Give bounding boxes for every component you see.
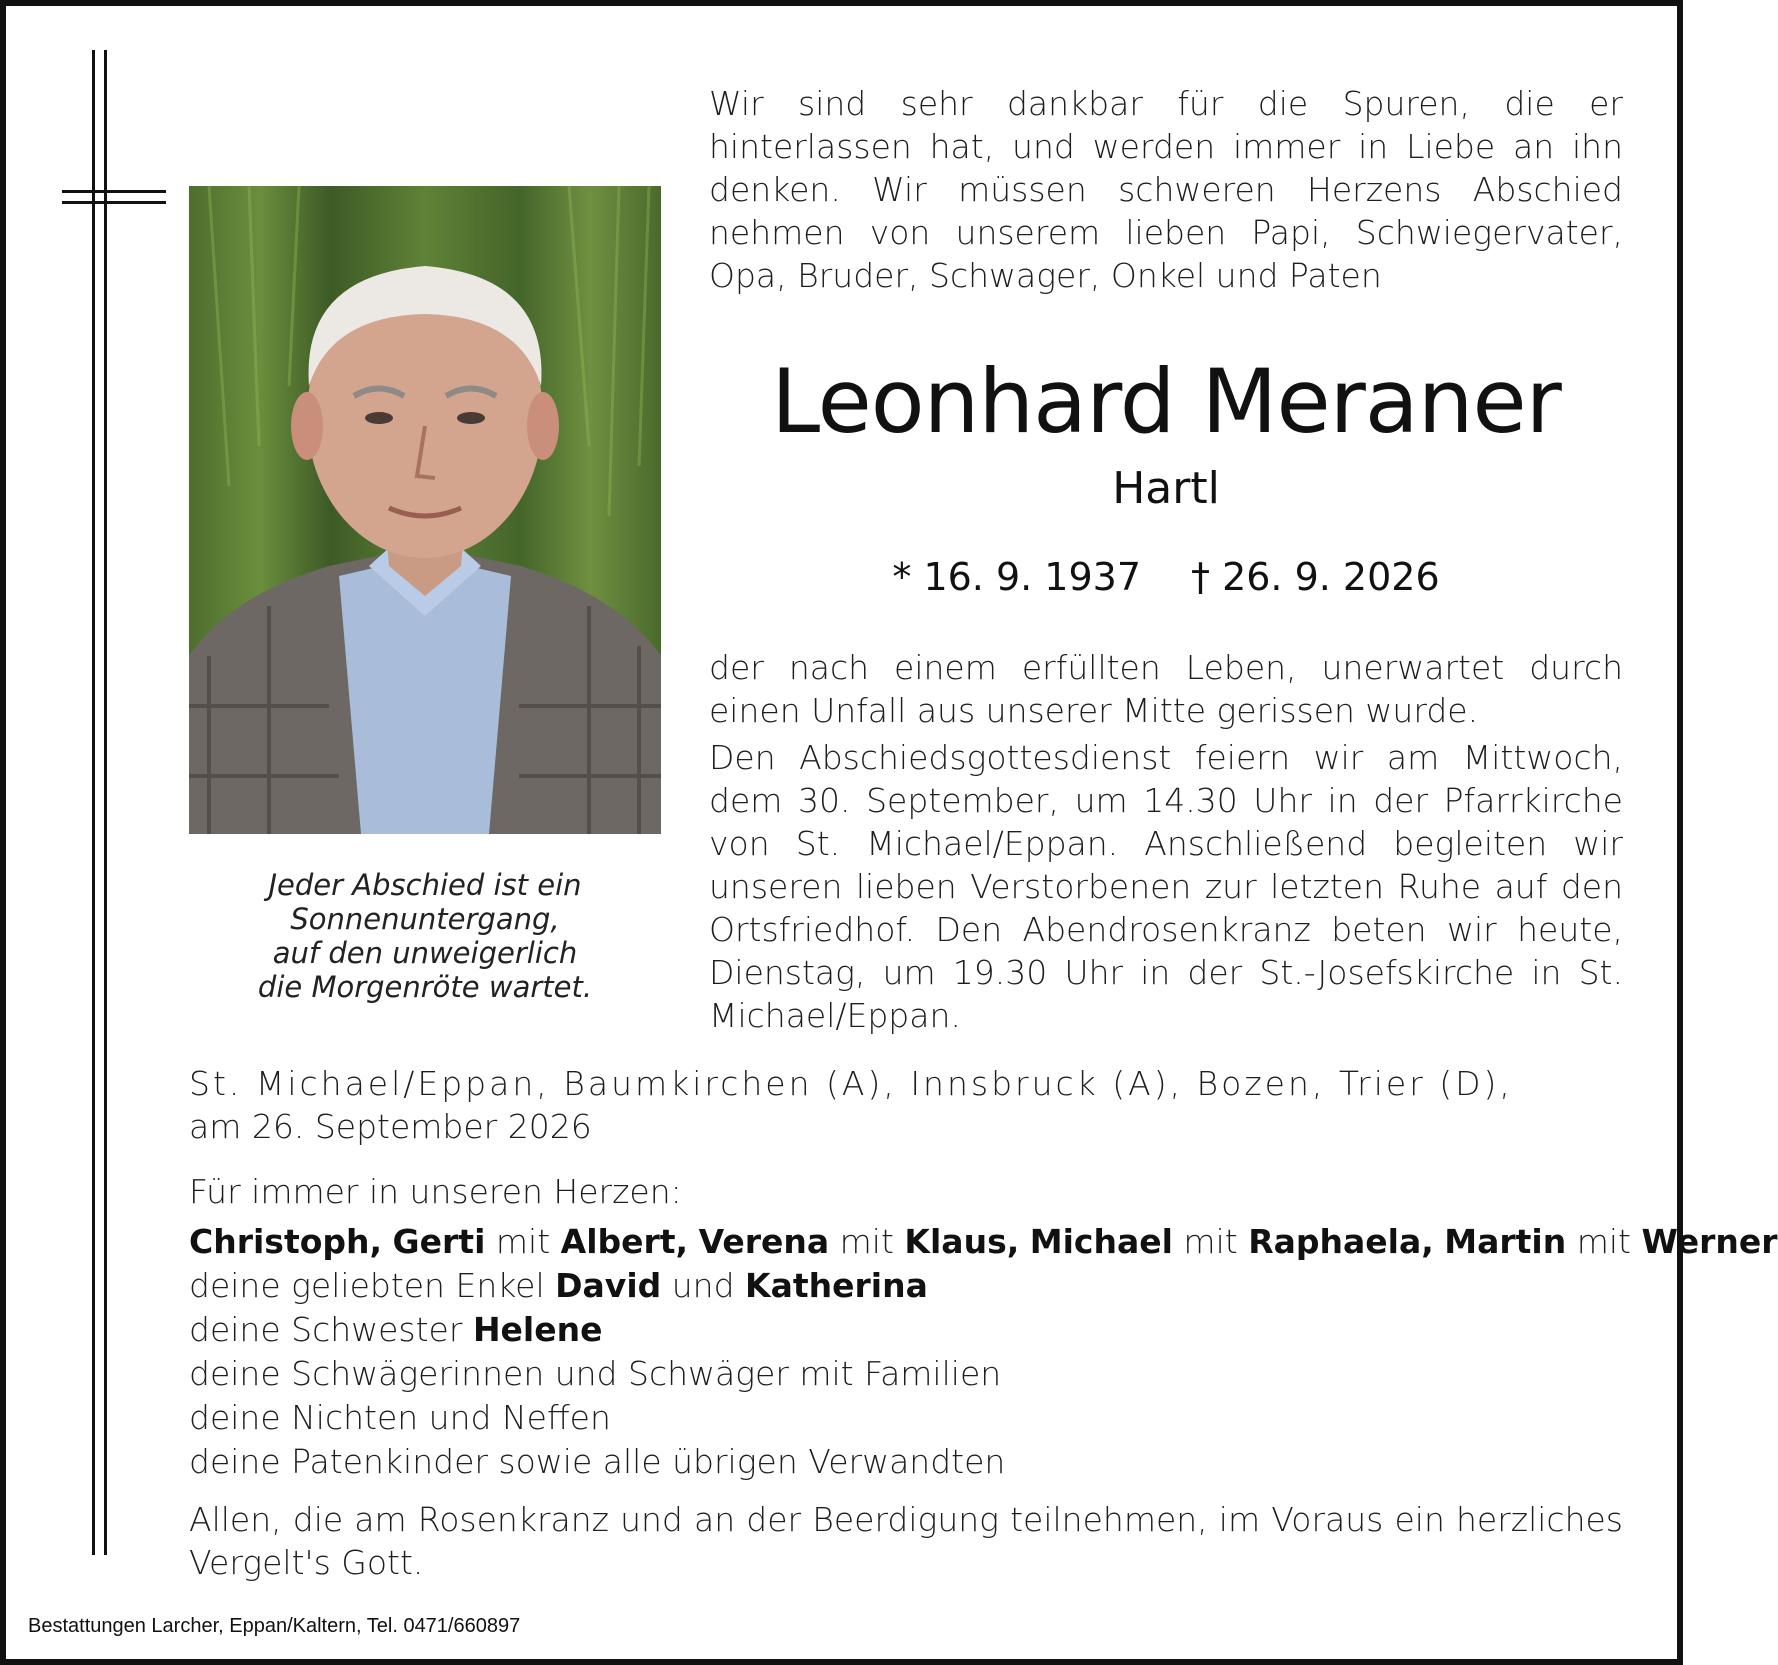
mourners-list — [189, 1170, 1778, 1484]
mourner-name: Christoph, — [189, 1222, 383, 1261]
intro-paragraph: Wir sind sehr dankbar für die Spuren, die er hinterlassen hat, und werden immer in Liebe an ihn denken. Wir müssen schweren Herzens Abschied nehmen von unserem lieben Papi, Schwiegervater, Opa, Bruder, Schwager, Onkel und Paten — [709, 84, 1623, 295]
connector-word: mit — [495, 1222, 551, 1261]
connector-word: und — [671, 1266, 735, 1305]
portrait-photo — [189, 186, 661, 834]
connector-word: mit — [839, 1222, 894, 1261]
closing-thanks: Allen, die am Rosenkranz und an der Beerdigung teilnehmen, im Voraus ein herzliches Vergelt's Gott. — [189, 1500, 1623, 1582]
places-line: St. Michael/Eppan, Baumkirchen (A), Innsbruck (A), Bozen, Trier (D), — [189, 1064, 1513, 1103]
mourner-name: Gerti — [392, 1222, 486, 1261]
cross-horizontal-bar — [62, 190, 166, 193]
mourner-name: Verena — [698, 1222, 830, 1261]
announcement-paragraph: der nach einem erfüllten Leben, unerwartet durch einen Unfall aus unserer Mitte gerissen wurde. — [709, 648, 1623, 730]
quote-line: auf den unweigerlich — [272, 936, 578, 970]
mourner-name: Helene — [472, 1310, 603, 1349]
death-date: † 26. 9. 2026 — [1191, 555, 1440, 599]
godchildren-line: deine Patenkinder sowie alle übrigen Verwandten — [189, 1442, 1006, 1481]
mourner-name: Martin — [1444, 1222, 1567, 1261]
quote-line: Sonnenuntergang, — [290, 902, 560, 936]
mourner-name: Werner — [1641, 1222, 1778, 1261]
mourner-name: Michael — [1029, 1222, 1173, 1261]
connector-word: mit — [1183, 1222, 1238, 1261]
birth-date: * 16. 9. 1937 — [892, 555, 1141, 599]
mourner-name: David — [555, 1266, 662, 1305]
date-line: am 26. September 2026 — [189, 1107, 592, 1146]
mourner-name: Raphaela, — [1248, 1222, 1434, 1261]
portrait-illustration — [189, 186, 661, 834]
life-dates — [709, 554, 1623, 600]
grandchildren-prefix: deine geliebten Enkel — [189, 1266, 545, 1305]
mourner-name: Klaus, — [904, 1222, 1020, 1261]
nieces-line: deine Nichten und Neffen — [189, 1398, 611, 1437]
inlaws-line: deine Schwägerinnen und Schwäger mit Familien — [189, 1354, 1002, 1393]
children-line — [189, 1220, 1778, 1264]
deceased-nickname: Hartl — [1112, 463, 1220, 514]
sister-line — [189, 1308, 1629, 1352]
funeral-home-credit: Bestattungen Larcher, Eppan/Kaltern, Tel. 0471/660897 — [28, 1615, 521, 1637]
cross-horizontal-bar — [62, 201, 166, 204]
funeral-details-paragraph: Den Abschiedsgottesdienst feiern wir am Mittwoch, dem 30. September, um 14.30 Uhr in der Pfarrkirche von St. Michael/Eppan. Anschließend begleiten wir unseren lieben Verstorbenen zur letzten Ruhe auf den Ortsfriedhof. Den Abendrosenkranz beten wir heute, Dienstag, um 19.30 Uhr in der St.-Josefskirche in St. Michael/Eppan. — [709, 738, 1623, 1035]
deceased-name: Leonhard Meraner — [771, 350, 1561, 453]
quote-line: die Morgenröte wartet. — [257, 970, 593, 1004]
quote-line: Jeder Abschied ist ein — [268, 868, 582, 902]
cross-vertical-bar — [104, 50, 107, 1555]
place-and-date — [189, 1062, 1629, 1148]
mourners-lead: Für immer in unseren Herzen: — [189, 1172, 682, 1211]
sister-prefix: deine Schwester — [189, 1310, 463, 1349]
grandchildren-line — [189, 1264, 1629, 1308]
connector-word: mit — [1576, 1222, 1631, 1261]
cross-vertical-bar — [92, 50, 95, 1555]
mourner-name: Albert, — [560, 1222, 689, 1261]
memorial-quote — [240, 868, 610, 1004]
mourner-name: Katherina — [745, 1266, 928, 1305]
announcement-body — [709, 646, 1623, 1041]
